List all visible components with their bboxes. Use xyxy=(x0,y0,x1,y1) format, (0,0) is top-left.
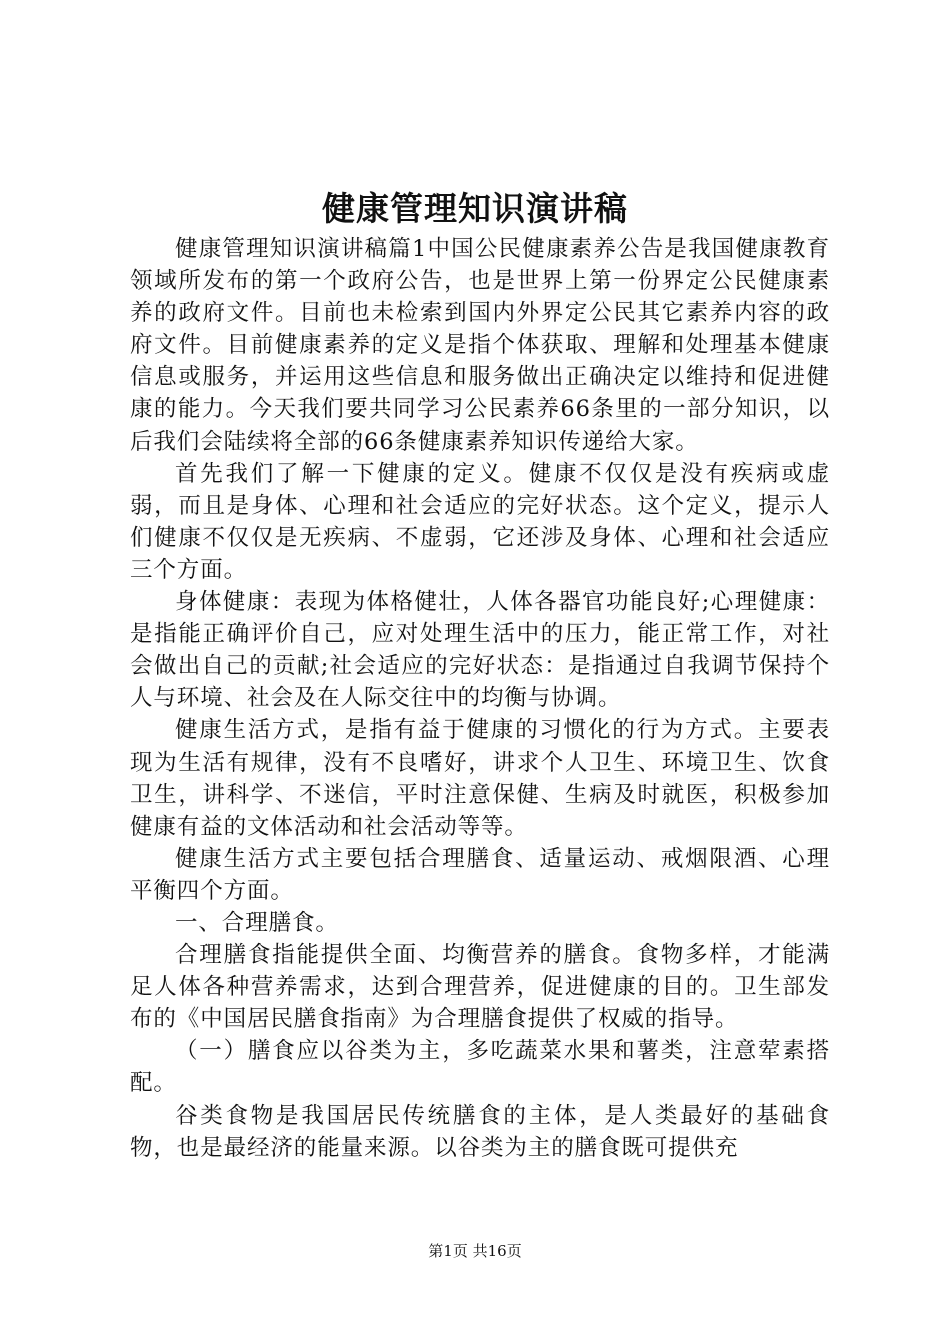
subsection-heading-grains: （一）膳食应以谷类为主，多吃蔬菜水果和薯类，注意荤素搭配。 xyxy=(130,1038,830,1097)
paragraph-intro: 健康管理知识演讲稿篇1中国公民健康素养公告是我国健康教育领域所发布的第一个政府公告，也是世界上第一份界定公民健康素养的政府文件。目前也未检索到国内外界定公民其它素养内容的政府文件。目前健康素养的定义是指个体获取、理解和处理基本健康信息或服务，并运用这些信息和服务做出正确决定以维持和促进健康的能力。今天我们要共同学习公民素养66条里的一部分知识，以后我们会陆续将全部的66条健康素养知识传递给大家。 xyxy=(130,236,830,455)
paragraph-diet: 合理膳食指能提供全面、均衡营养的膳食。食物多样，才能满足人体各种营养需求，达到合理营养，促进健康的目的。卫生部发布的《中国居民膳食指南》为合理膳食提供了权威的指导。 xyxy=(130,942,830,1033)
document-title: 健康管理知识演讲稿 xyxy=(322,189,628,228)
paragraph-health-definition: 首先我们了解一下健康的定义。健康不仅仅是没有疾病或虚弱，而且是身体、心理和社会适应的完好状态。这个定义，提示人们健康不仅仅是无疾病、不虚弱，它还涉及身体、心理和社会适应三个方面。 xyxy=(130,460,830,583)
document-body xyxy=(130,233,830,1164)
paragraph-healthy-lifestyle: 健康生活方式，是指有益于健康的习惯化的行为方式。主要表现为生活有规律，没有不良嗜好，讲求个人卫生、环境卫生、饮食卫生，讲科学、不迷信，平时注意保健、生病及时就医，积极参加健康有益的文体活动和社会活动等等。 xyxy=(130,717,830,840)
section-heading-diet: 一、合理膳食。 xyxy=(175,909,339,936)
paragraph-health-aspects: 身体健康：表现为体格健壮，人体各器官功能良好;心理健康：是指能正确评价自己，应对处理生活中的压力，能正常工作，对社会做出自己的贡献;社会适应的完好状态：是指通过自我调节保持个人与环境、社会及在人际交往中的均衡与协调。 xyxy=(130,589,830,712)
paragraph-lifestyle-components: 健康生活方式主要包括合理膳食、适量运动、戒烟限酒、心理平衡四个方面。 xyxy=(130,845,830,904)
page-footer: 第1页 共16页 xyxy=(428,1242,522,1260)
paragraph-grains: 谷类食物是我国居民传统膳食的主体，是人类最好的基础食物，也是最经济的能量来源。以谷类为主的膳食既可提供充 xyxy=(130,1102,830,1161)
